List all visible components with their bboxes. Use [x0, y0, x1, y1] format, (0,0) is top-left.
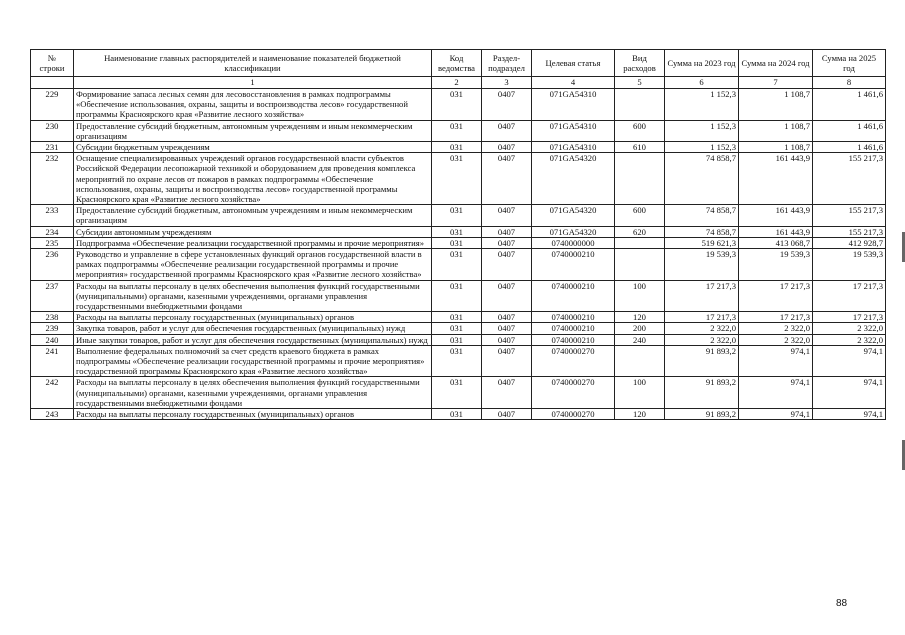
table-row: [31, 120, 886, 141]
sum-2024: 1 108,7: [739, 89, 813, 121]
table-row: [31, 345, 886, 377]
row-number: 238: [31, 312, 74, 323]
expense-type: 610: [615, 142, 665, 153]
column-index: 6: [665, 77, 739, 89]
sum-2023: 17 217,3: [665, 280, 739, 312]
budget-document: [30, 49, 885, 420]
expense-type: 120: [615, 409, 665, 420]
dept-code: 031: [432, 377, 482, 409]
row-name: Субсидии автономным учреждениям: [74, 226, 432, 237]
expense-type: [615, 345, 665, 377]
row-number: 233: [31, 205, 74, 226]
budget-table: [30, 49, 886, 420]
column-index: 2: [432, 77, 482, 89]
header-section: Раздел-подраздел: [482, 50, 532, 77]
sum-2023: 1 152,3: [665, 89, 739, 121]
dept-code: 031: [432, 323, 482, 334]
header-sum-2024: Сумма на 2024 год: [739, 50, 813, 77]
section-code: 0407: [482, 120, 532, 141]
header-target-article: Целевая статья: [532, 50, 615, 77]
table-row: [31, 334, 886, 345]
section-code: 0407: [482, 226, 532, 237]
section-code: 0407: [482, 153, 532, 205]
page-number: 88: [836, 598, 848, 609]
dept-code: 031: [432, 334, 482, 345]
header-row-number: № строки: [31, 50, 74, 77]
sum-2025: 2 322,0: [813, 334, 886, 345]
sum-2023: 1 152,3: [665, 142, 739, 153]
sum-2023: 19 539,3: [665, 249, 739, 281]
section-code: 0407: [482, 89, 532, 121]
header-sum-2023: Сумма на 2023 год: [665, 50, 739, 77]
header-expense-type: Вид расходов: [615, 50, 665, 77]
expense-type: 600: [615, 120, 665, 141]
expense-type: 100: [615, 377, 665, 409]
column-index: 7: [739, 77, 813, 89]
expense-type: 100: [615, 280, 665, 312]
table-row: [31, 377, 886, 409]
row-name: Субсидии бюджетным учреждениям: [74, 142, 432, 153]
sum-2025: 1 461,6: [813, 142, 886, 153]
row-number: 231: [31, 142, 74, 153]
column-index: 4: [532, 77, 615, 89]
sum-2024: 161 443,9: [739, 153, 813, 205]
section-code: 0407: [482, 345, 532, 377]
sum-2023: 2 322,0: [665, 323, 739, 334]
table-header-row: [31, 50, 886, 77]
row-name: Закупка товаров, работ и услуг для обеспечения государственных (муниципальных) нужд: [74, 323, 432, 334]
section-code: 0407: [482, 142, 532, 153]
sum-2023: 91 893,2: [665, 409, 739, 420]
column-index: 8: [813, 77, 886, 89]
sum-2023: 74 858,7: [665, 153, 739, 205]
sum-2025: 155 217,3: [813, 226, 886, 237]
sum-2025: 155 217,3: [813, 153, 886, 205]
expense-type: [615, 153, 665, 205]
sum-2025: 19 539,3: [813, 249, 886, 281]
expense-type: [615, 89, 665, 121]
table-row: [31, 153, 886, 205]
dept-code: 031: [432, 142, 482, 153]
section-code: 0407: [482, 237, 532, 248]
sum-2024: 974,1: [739, 409, 813, 420]
column-index: 3: [482, 77, 532, 89]
sum-2025: 17 217,3: [813, 280, 886, 312]
target-article: 0740000210: [532, 249, 615, 281]
row-name: Расходы на выплаты персоналу государственных (муниципальных) органов: [74, 409, 432, 420]
target-article: 071GA54310: [532, 142, 615, 153]
sum-2024: 974,1: [739, 377, 813, 409]
sum-2025: 974,1: [813, 409, 886, 420]
target-article: 071GA54320: [532, 205, 615, 226]
sum-2025: 2 322,0: [813, 323, 886, 334]
dept-code: 031: [432, 226, 482, 237]
section-code: 0407: [482, 280, 532, 312]
section-code: 0407: [482, 323, 532, 334]
row-name: Выполнение федеральных полномочий за счет средств краевого бюджета в рамках подпрограммы «Обеспечение реализации государственной программы и прочие мероприятия» государственной программы Красноярского края «Развитие лесного хозяйства»: [74, 345, 432, 377]
row-number: 242: [31, 377, 74, 409]
target-article: 0740000210: [532, 280, 615, 312]
table-row: [31, 237, 886, 248]
target-article: 0740000000: [532, 237, 615, 248]
row-number: 235: [31, 237, 74, 248]
sum-2024: 1 108,7: [739, 142, 813, 153]
dept-code: 031: [432, 120, 482, 141]
dept-code: 031: [432, 409, 482, 420]
dept-code: 031: [432, 205, 482, 226]
sum-2024: 1 108,7: [739, 120, 813, 141]
row-number: 236: [31, 249, 74, 281]
table-row: [31, 280, 886, 312]
column-index: [31, 77, 74, 89]
target-article: 0740000270: [532, 409, 615, 420]
expense-type: 620: [615, 226, 665, 237]
sum-2023: 74 858,7: [665, 226, 739, 237]
expense-type: 240: [615, 334, 665, 345]
target-article: 071GA54320: [532, 226, 615, 237]
sum-2024: 161 443,9: [739, 226, 813, 237]
row-number: 232: [31, 153, 74, 205]
row-number: 243: [31, 409, 74, 420]
expense-type: [615, 249, 665, 281]
target-article: 071GA54320: [532, 153, 615, 205]
sum-2025: 1 461,6: [813, 120, 886, 141]
sum-2023: 519 621,3: [665, 237, 739, 248]
expense-type: 120: [615, 312, 665, 323]
expense-type: 200: [615, 323, 665, 334]
row-number: 234: [31, 226, 74, 237]
sum-2023: 91 893,2: [665, 377, 739, 409]
section-code: 0407: [482, 205, 532, 226]
section-code: 0407: [482, 312, 532, 323]
sum-2023: 74 858,7: [665, 205, 739, 226]
header-sum-2025: Сумма на 2025 год: [813, 50, 886, 77]
dept-code: 031: [432, 89, 482, 121]
column-index-row: [31, 77, 886, 89]
row-name: Формирование запаса лесных семян для лесовосстановления в рамках подпрограммы «Обеспечение использования, охраны, защиты и воспроизводства лесов» государственной программы Красноярского края «Развитие лесного хозяйства»: [74, 89, 432, 121]
sum-2024: 2 322,0: [739, 323, 813, 334]
header-dept-code: Код ведомства: [432, 50, 482, 77]
row-name: Предоставление субсидий бюджетным, автономным учреждениям и иным некоммерческим организациям: [74, 120, 432, 141]
row-number: 239: [31, 323, 74, 334]
section-code: 0407: [482, 249, 532, 281]
column-index: 1: [74, 77, 432, 89]
row-number: 237: [31, 280, 74, 312]
table-row: [31, 249, 886, 281]
sum-2025: 412 928,7: [813, 237, 886, 248]
column-index: 5: [615, 77, 665, 89]
header-name: Наименование главных распорядителей и наименование показателей бюджетной классификации: [74, 50, 432, 77]
sum-2025: 1 461,6: [813, 89, 886, 121]
dept-code: 031: [432, 345, 482, 377]
row-number: 230: [31, 120, 74, 141]
table-row: [31, 409, 886, 420]
sum-2024: 413 068,7: [739, 237, 813, 248]
expense-type: [615, 237, 665, 248]
table-row: [31, 323, 886, 334]
table-row: [31, 226, 886, 237]
section-code: 0407: [482, 334, 532, 345]
dept-code: 031: [432, 280, 482, 312]
table-row: [31, 89, 886, 121]
row-name: Расходы на выплаты персоналу в целях обеспечения выполнения функций государственными (муниципальными) органами, казенными учреждениями, органами управления государственными внебюджетными фондами: [74, 377, 432, 409]
sum-2023: 2 322,0: [665, 334, 739, 345]
row-name: Подпрограмма «Обеспечение реализации государственной программы и прочие мероприятия»: [74, 237, 432, 248]
row-name: Руководство и управление в сфере установленных функций органов государственной власти в рамках подпрограммы «Обеспечение реализации государственной программы и прочие мероприятия» государственной программы Красноярского края «Развитие лесного хозяйства»: [74, 249, 432, 281]
sum-2024: 17 217,3: [739, 280, 813, 312]
table-row: [31, 142, 886, 153]
target-article: 071GA54310: [532, 89, 615, 121]
sum-2023: 91 893,2: [665, 345, 739, 377]
table-row: [31, 205, 886, 226]
table-row: [31, 312, 886, 323]
section-code: 0407: [482, 409, 532, 420]
sum-2024: 19 539,3: [739, 249, 813, 281]
row-number: 240: [31, 334, 74, 345]
expense-type: 600: [615, 205, 665, 226]
target-article: 0740000210: [532, 323, 615, 334]
sum-2023: 1 152,3: [665, 120, 739, 141]
sum-2025: 974,1: [813, 345, 886, 377]
dept-code: 031: [432, 237, 482, 248]
row-name: Оснащение специализированных учреждений органов государственной власти субъектов Российской Федерации лесопожарной техникой и оборудованием для проведения комплекса мероприятий по охране лесов от пожаров в рамках подпрограммы «Обеспечение использования, охраны, защиты и воспроизводства лесов» государственной программы Красноярского края «Развитие лесного хозяйства»: [74, 153, 432, 205]
row-name: Иные закупки товаров, работ и услуг для обеспечения государственных (муниципальных) нужд: [74, 334, 432, 345]
sum-2024: 161 443,9: [739, 205, 813, 226]
section-code: 0407: [482, 377, 532, 409]
row-name: Расходы на выплаты персоналу в целях обеспечения выполнения функций государственными (муниципальными) органами, казенными учреждениями, органами управления государственными внебюджетными фондами: [74, 280, 432, 312]
target-article: 0740000270: [532, 377, 615, 409]
row-name: Предоставление субсидий бюджетным, автономным учреждениям и иным некоммерческим организациям: [74, 205, 432, 226]
row-name: Расходы на выплаты персоналу государственных (муниципальных) органов: [74, 312, 432, 323]
sum-2023: 17 217,3: [665, 312, 739, 323]
row-number: 229: [31, 89, 74, 121]
sum-2025: 155 217,3: [813, 205, 886, 226]
row-number: 241: [31, 345, 74, 377]
sum-2025: 974,1: [813, 377, 886, 409]
sum-2025: 17 217,3: [813, 312, 886, 323]
sum-2024: 974,1: [739, 345, 813, 377]
target-article: 0740000210: [532, 312, 615, 323]
dept-code: 031: [432, 153, 482, 205]
target-article: 071GA54310: [532, 120, 615, 141]
dept-code: 031: [432, 312, 482, 323]
sum-2024: 2 322,0: [739, 334, 813, 345]
target-article: 0740000210: [532, 334, 615, 345]
target-article: 0740000270: [532, 345, 615, 377]
sum-2024: 17 217,3: [739, 312, 813, 323]
dept-code: 031: [432, 249, 482, 281]
